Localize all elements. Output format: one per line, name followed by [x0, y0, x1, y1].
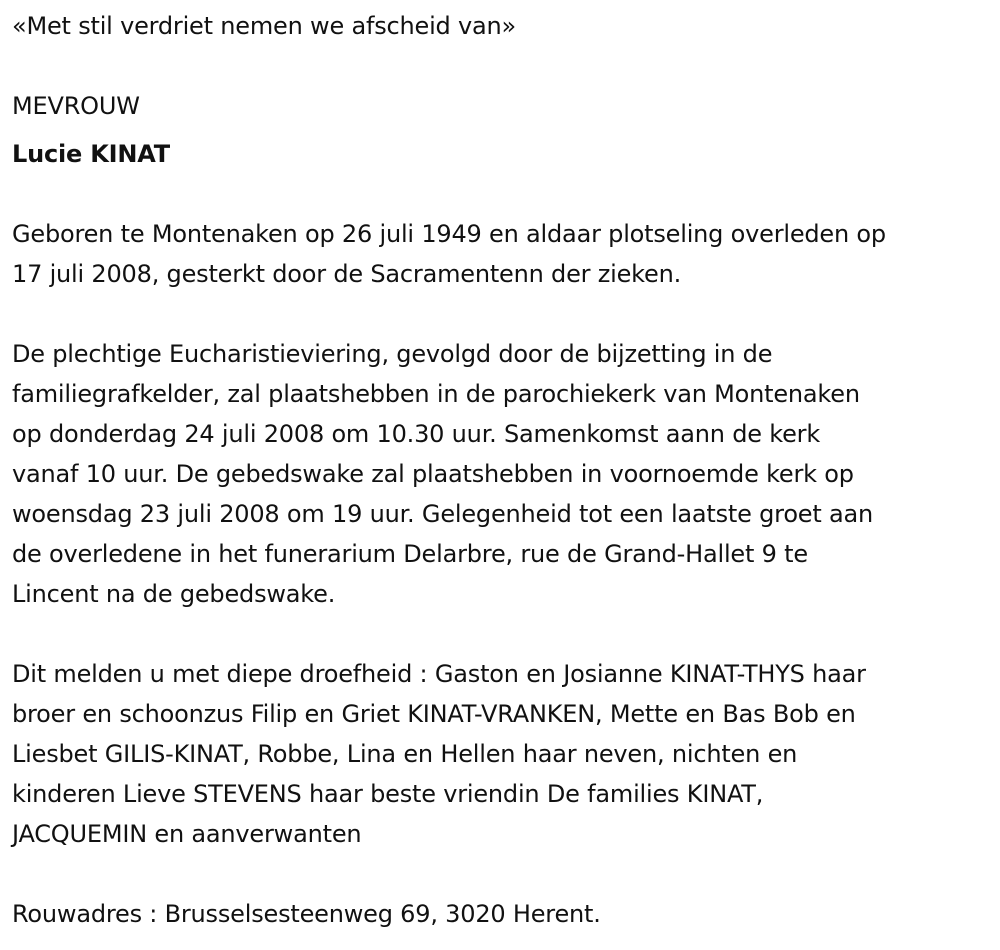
family-line: Liesbet GILIS-KINAT, Robbe, Lina en Hellen haar neven, nichten en — [12, 740, 798, 768]
ceremony-line: vanaf 10 uur. De gebedswake zal plaatshebben in voornoemde kerk op — [12, 460, 854, 488]
ceremony-line: Lincent na de gebedswake. — [12, 580, 336, 608]
ceremony-line: de overledene in het funerarium Delarbre, rue de Grand-Hallet 9 te — [12, 540, 808, 568]
title-text: MEVROUW — [12, 92, 140, 120]
family-paragraph — [12, 654, 988, 854]
address-text: Rouwadres : Brusselsesteenweg 69, 3020 Herent. — [12, 900, 601, 928]
birth-paragraph — [12, 214, 988, 294]
spacer — [12, 854, 988, 894]
intro-text: «Met stil verdriet nemen we afscheid van» — [12, 12, 517, 40]
spacer — [12, 46, 988, 86]
spacer — [12, 174, 988, 214]
ceremony-paragraph — [12, 334, 988, 614]
ceremony-line: op donderdag 24 juli 2008 om 10.30 uur. Samenkomst aann de kerk — [12, 420, 821, 448]
deceased-name: Lucie KINAT — [12, 140, 170, 168]
spacer — [12, 294, 988, 334]
ceremony-line: De plechtige Eucharistieviering, gevolgd door de bijzetting in de — [12, 340, 773, 368]
family-line: Dit melden u met diepe droefheid : Gaston en Josianne KINAT-THYS haar — [12, 660, 866, 688]
birth-line: Geboren te Montenaken op 26 juli 1949 en aldaar plotseling overleden op — [12, 220, 886, 248]
spacer — [12, 614, 988, 654]
ceremony-line: woensdag 23 juli 2008 om 19 uur. Gelegenheid tot een laatste groet aan — [12, 500, 874, 528]
ceremony-line: familiegrafkelder, zal plaatshebben in de parochiekerk van Montenaken — [12, 380, 860, 408]
birth-line: 17 juli 2008, gesterkt door de Sacramentenn der zieken. — [12, 260, 682, 288]
family-line: kinderen Lieve STEVENS haar beste vriendin De families KINAT, — [12, 780, 764, 808]
family-line: JACQUEMIN en aanverwanten — [12, 820, 362, 848]
family-line: broer en schoonzus Filip en Griet KINAT-VRANKEN, Mette en Bas Bob en — [12, 700, 856, 728]
